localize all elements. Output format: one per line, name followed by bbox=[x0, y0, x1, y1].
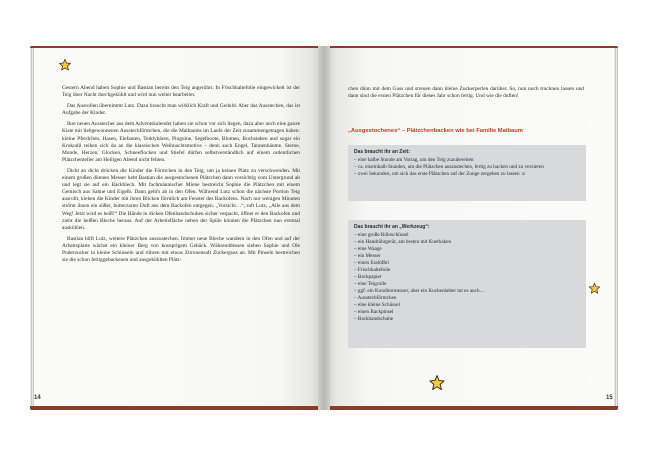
list-item: – Backpapier bbox=[354, 274, 382, 280]
list-item: – Frischhaltefolie bbox=[354, 267, 391, 273]
list-item: – zwei Sekunden, um sich das erste Plätzchen auf der Zunge zergehen zu lassen ☺ bbox=[354, 171, 527, 177]
paragraph: chen dünn mit dem Guss und streuen dann kleine Zuckerperlen darüber. So, nun noch trocknen lassen und dann sind die ersten Plätzchen für dieses Jahr schon fertig. Und wie die duften! bbox=[348, 86, 584, 100]
paragraph: Dicht an dicht drücken die Kinder die Förmchen in den Teig, um ja keinen Platz zu verschwenden. Mit einem großen dünnen Messer hebt Bastian die ausgestochenen Plätzchen dann vorsichtig vom Untergrund ab und legt sie auf ein Backblech. Mit fachmännischer Miene bestreicht Sophie die Plätzchen mit einem Gemisch aus Sahne und Eigelb. Dann geht's ab in den Ofen. Während Lutz schon die nächste Portion Teig ausrollt, kleben die Kinder mit ihren Blicken förmlich am Fenster des Backofens. Nach nur wenigen Minuten strömt ihnen ein süßer, butterzarter Duft aus dem Backofen entgegen. „Vorsicht…“, ruft Lutz, „Alle aus dem Weg! Jetzt wird es heiß!“ Die Hände in dicken Ofenhandschuhen sicher verpackt, öffnet er den Backofen und zieht die heißen Bleche heraus. Auf der Arbeitsfläche neben der Spüle können die Plätzchen nun erstmal auskühlen. bbox=[62, 167, 300, 231]
star-icon bbox=[588, 282, 601, 295]
list-item: – eine Teigrolle bbox=[354, 281, 387, 287]
list-item: – ggf. ein Konditormesser, aber ein Kuchenheber tut es auch… bbox=[354, 288, 485, 294]
list-item: – ein Messer bbox=[354, 253, 381, 259]
list-item: – ca. eineinhalb Stunden, um die Plätzchen auszustechen, fertig zu backen und zu verzieren bbox=[354, 164, 544, 170]
page-number: 15 bbox=[606, 395, 613, 401]
paragraph: Ihre neuen Ausstecher aus dem Adventskalender haben sie schon vor sich liegen, dazu aber auch eine ganze Kiste mit liebgewonnenen Ausstechförmchen, die die Maibaums im Laufe der Zeit zusammengetragen haben: kleine Pferdchen, Hasen, Elefanten, Teddybären, Pinguine, Segelboote, Blumen, Buchstaben und sogar ein Krokodil reihen sich da an die klassischen Weihnachtsmotive – denn auch Engel, Tannenbäume, Sterne, Monde, Herzen, Glocken, Schneeflocken und Stiefel dürfen selbstverständlich auf einem ordentlichen Plätzchenteller am Heiligen Abend nicht fehlen. bbox=[62, 121, 300, 163]
recipe-heading: „Ausgestochenes“ – Plätzchenbacken wie bei Familie Maibaum bbox=[348, 128, 523, 134]
star-icon bbox=[58, 58, 72, 72]
list-item: – eine halbe Stunde am Vortag, um den Teig zuzubereiten bbox=[354, 157, 474, 163]
star-icon bbox=[428, 374, 446, 392]
list-item: – einen Esslöffel bbox=[354, 260, 389, 266]
list-item: – eine große Rührschüssel bbox=[354, 232, 409, 238]
time-box bbox=[348, 145, 586, 201]
page-edges-left bbox=[30, 48, 34, 406]
paragraph: Das Ausrollen übernimmt Lutz. Dazu braucht man wirklich Kraft und Geduld. Aber das Ausstechen, das ist Aufgabe der Kinder. bbox=[62, 103, 300, 117]
page-edges-right bbox=[614, 48, 618, 406]
right-intro-text bbox=[348, 86, 584, 104]
right-page bbox=[324, 48, 616, 406]
list-item: – Backhandschuhe bbox=[354, 316, 394, 322]
list-item: – Ausstechförmchen bbox=[354, 295, 397, 301]
tools-box-title: Das braucht ihr an „Werkzeug“: bbox=[354, 224, 430, 230]
time-box-title: Das braucht ihr an Zeit: bbox=[354, 149, 410, 155]
tools-box bbox=[348, 220, 586, 348]
book-gutter bbox=[318, 46, 330, 410]
left-page bbox=[32, 48, 324, 406]
left-body-text bbox=[62, 85, 300, 268]
paragraph: Gestern Abend haben Sophie und Bastian bereits den Teig angerührt. In Frischhaltefolie eingewickelt ist der Teig über Nacht durchgekühlt und wird nun weiter bearbeitet. bbox=[62, 85, 300, 99]
list-item: – einen Backpinsel bbox=[354, 309, 394, 315]
page-number: 14 bbox=[34, 395, 41, 401]
list-item: – eine Waage bbox=[354, 246, 382, 252]
list-item: – ein Handrührgerät, am besten mit Knethaken bbox=[354, 239, 452, 245]
list-item: – eine kleine Schüssel bbox=[354, 302, 400, 308]
paragraph: Bastian hilft Lutz, weitere Plätzchen auszustechen. Immer neue Bleche wandern in den Ofen und auf der Arbeitsplatte wächst ein kleiner Berg von knusprigem Gebäck. Währenddessen sieben Sophie und Ole Puderzucker in kleine Schüsseln und rühren mit etwas Zitronensaft Zuckerguss an. Mit Pinseln bestreichen sie die schon fertiggebackenen und ausgekühlten Plätz- bbox=[62, 235, 300, 264]
